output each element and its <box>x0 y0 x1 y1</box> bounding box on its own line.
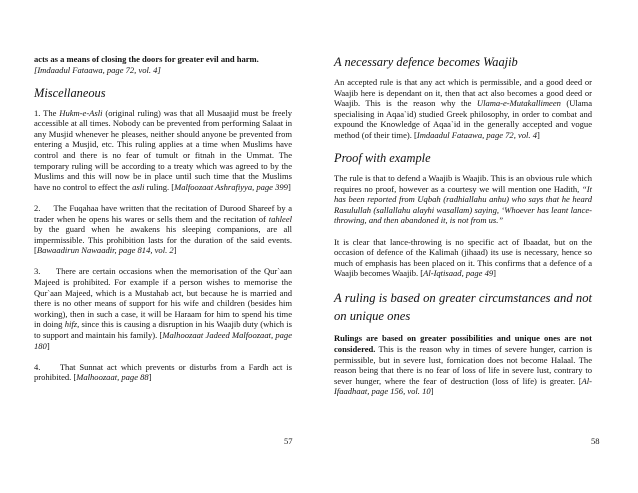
reference: Bawaadirun Nawaadir, page 814, vol. 2 <box>36 245 174 256</box>
reference: Imdaadul Fataawa, page 72, vol. 4 <box>416 129 537 140</box>
paragraph-4: 4. That Sunnat act which prevents or disturbs from a Fardh act is prohibited. [Malhoozaat, page 88] <box>34 361 292 383</box>
paragraph-rulings: Rulings are based on greater possibilities and unique ones are not considered. This is the reason why in times of severe hunger, carrion is permissible, but in severe lust, fornication does not become Halaal. The reason being that there is no fear of loss of life in severe lust, contrary to sever hunger, where the fear of destruction (loss of life) is greater. [Al-Ifaadhaat, page 156, vol. 10] <box>334 333 592 397</box>
hadith-quote: “It has been reported from Uqbah (radhiallahu anhu) who says that he heard Rasulullah (sallallahu alayhi wasallam) saying, ‘Whoever has leant lance-throwing, and then abandoned it, is not from us.” <box>334 183 592 226</box>
reference: Malhoozaat, page 88 <box>76 372 149 383</box>
right-page <box>319 0 638 493</box>
term-hifz: hifz <box>64 319 78 330</box>
reference: Malfoozaat Ashrafiyya, page 399 <box>174 181 288 192</box>
heading-proof-with-example: Proof with example <box>334 151 431 166</box>
left-page-body <box>34 54 292 393</box>
paragraph-1: 1. The Hukm-e-Asli (original ruling) was that all Musaajid must be freely accessible at all times. Nobody can be prevented from performing Salaat in any Musjid whenever he pleases, neither should anyone be prevented from entering a Musjid, etc. This ruling applies at a time when Muslims have control and there is no fear of tumult or fitnah in the Ummat. The temporary ruling will be according to a treaty which was agreed to by the Muslims and this will now be in place until such time that the Muslims have no control to effect the asli ruling. [Malfoozaat Ashrafiyya, page 399] <box>34 107 293 192</box>
term-asli: asli <box>132 181 145 192</box>
term-ulama-e-mutakallimeen: Ulama-e-Mutakallimeen <box>476 98 561 109</box>
term-hukm-e-asli: Hukm-e-Asli <box>59 107 103 118</box>
heading-necessary-defence: A necessary defence becomes Waajib <box>334 55 518 69</box>
right-page-body <box>334 55 592 407</box>
paragraph-accepted-rule: An accepted rule is that any act which is permissible, and a good deed or Waajib here is dependant on it, then that act also becomes a good deed or Waajib. This is the reason why the Ulama-e-Mutakallimeen (Ulama specialising in Aqaa`id) studied Greek philosophy, in order to combat and expound the Knowledge of Aqaa`id in the generally accepted and vogue method (of their time). [Imdaadul Fataawa, page 72, vol. 4] <box>334 77 592 140</box>
intro-paragraph <box>34 54 292 75</box>
paragraph-hadith: The rule is that to defend a Waajib is Waajib. This is an obvious rule which requires no proof, however as a courtesy we will mention one Hadith, “It has been reported from Uqbah (radhiallahu anhu) who says that he heard Rasulullah (sallallahu alayhi wasallam) saying, ‘Whoever has leant lance-throwing, and then abandoned it, is not from us.” <box>334 173 592 226</box>
reference: Al-Ifaadhaat, page 156, vol. 10 <box>334 375 592 397</box>
rulings-bold-text: Rulings are based on greater possibilities and unique ones are not considered. <box>334 333 592 354</box>
paragraph-2: 2. The Fuqahaa have written that the recitation of Durood Shareef by a trader when he opens his wares or sells them and the recitation of tahleel by the guard when he awakens his sleeping companions, are all impermissible. This prohibition lasts for the duration of the said events. [Bawaadirun Nawaadir, page 814, vol. 2] <box>34 202 292 256</box>
paragraph-lance-throwing: It is clear that lance-throwing is no specific act of Ibaadat, but on the occasion of defence of the Kalimah (jihaad) its use is necessary, hence so much of emphasis has been placed on it. This confirms that a defence of a Waajib becomes Waajib. [Al-Iqtisaad, page 49] <box>334 236 592 279</box>
reference: Malhoozaat Jadeed Malfoozaat, page 180 <box>34 329 293 351</box>
heading-ruling-greater-circumstances: A ruling is based on greater circumstances and not on unique ones <box>334 291 592 324</box>
heading-miscellaneous: Miscellaneous <box>34 85 106 100</box>
paragraph-3: 3. There are certain occasions when the memorisation of the Qur`aan Majeed is prohibited. For example if a person wishes to memorise the Qur`aan Majeed, which is a Mustahab act, but because he is married and there is no other means of support for his wife and children (besides him working), then in such a case, it will be Haraam for him to spend his time in doing hifz, since this is causing a disruption in his Waajib duty (which is to support and maintain his family). [Malhoozaat Jadeed Malfoozaat, page 180] <box>34 266 293 351</box>
intro-reference: [Imdaadul Fataawa, page 72, vol. 4] <box>34 64 161 75</box>
term-tahleel: tahleel <box>268 213 292 224</box>
page-number-left: 57 <box>284 436 293 446</box>
page-number-right: 58 <box>591 436 600 446</box>
intro-bold-text: acts as a means of closing the doors for greater evil and harm. <box>34 54 259 64</box>
reference: Al-Iqtisaad, page 49 <box>423 268 494 279</box>
